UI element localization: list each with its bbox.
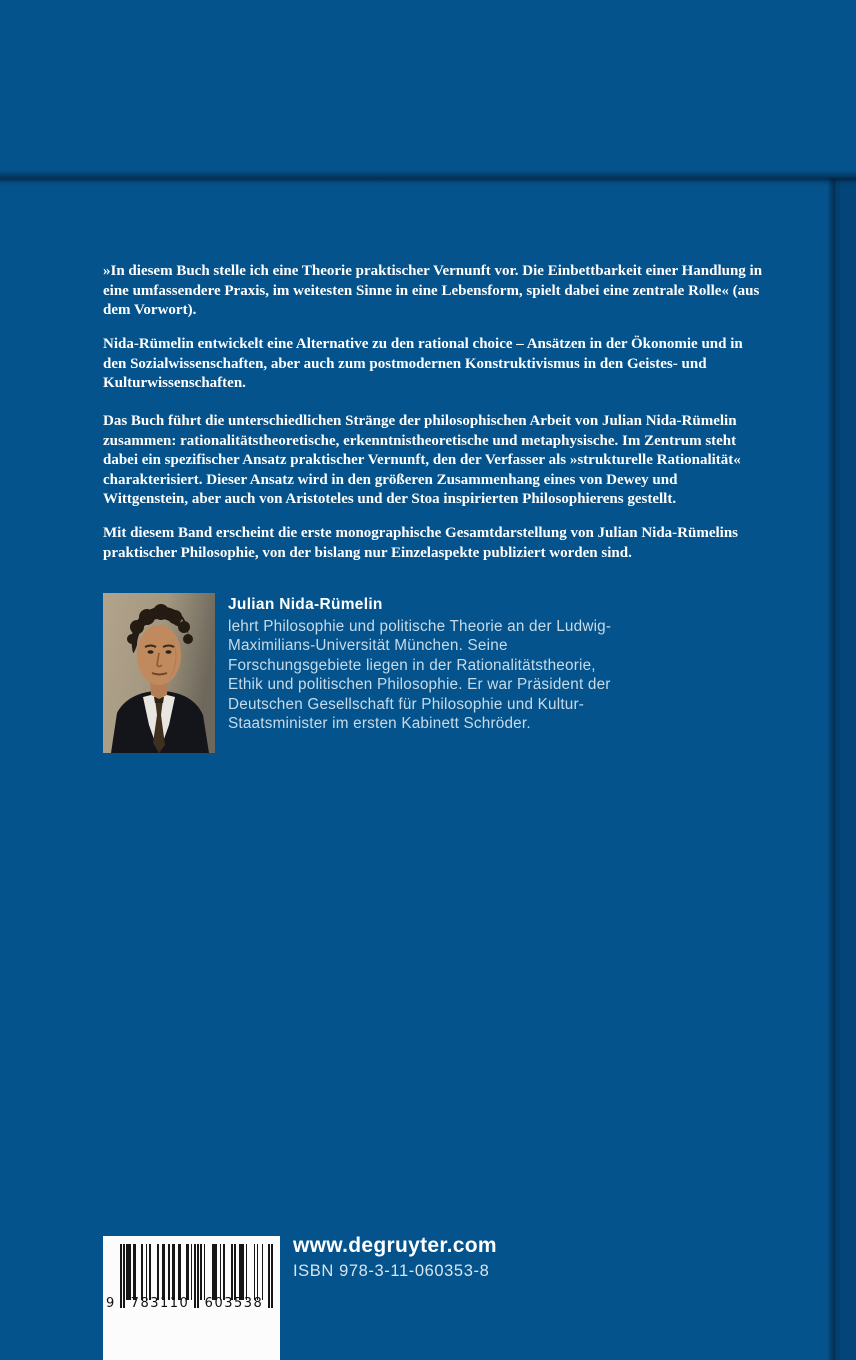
barcode-digit-group2: 603538 xyxy=(204,1296,264,1311)
blurb-paragraph-content: Das Buch führt die unterschiedlichen Stränge der philosophischen Arbeit von Julian Nida-Rümelin zusammen: rationalitätstheoretische, erkenntnistheoretische und metaphysische. Im Zentrum steht dabei ein spezifischer Ansatz praktischer Vernunft, den der Verfasser als »strukturelle Rationalität« charakterisiert. Dieser Ansatz wird in den größeren Zusammenhang eines von Dewey und Wittgenstein, aber auch von Aristoteles und der Stoa inspirierten Philosophierens gestellt. xyxy=(103,413,741,507)
author-bio: lehrt Philosophie und politische Theorie an der Ludwig-Maximilians-Universität München. Seine Forschungsgebiete liegen in der Rationalitätstheorie, Ethik und politischen Philosophie. Er war Präsident der Deutschen Gesellschaft für Philosophie und Kultur-Staatsminister im ersten Kabinett Schröder. xyxy=(228,618,612,733)
author-section xyxy=(103,593,765,753)
barcode-inner xyxy=(103,1236,280,1360)
blurb-quote-paragraph: »In diesem Buch stelle ich eine Theorie praktischer Vernunft vor. Die Einbettbarkeit einer Handlung in eine umfassendere Praxis, im weitesten Sinne in eine Lebensform, spielt dabei eine zentrale Rolle« (aus dem Vorwort). xyxy=(103,263,763,318)
barcode-digit-group1: 783110 xyxy=(130,1296,190,1311)
isbn-text: ISBN 978-3-11-060353-8 xyxy=(293,1262,490,1280)
barcode-module xyxy=(271,1244,273,1308)
author-text-block xyxy=(228,593,630,753)
publisher-block xyxy=(293,1234,497,1281)
cover-right-edge xyxy=(838,178,856,1360)
publisher-website: www.degruyter.com xyxy=(293,1234,497,1257)
barcode-digit-first: 9 xyxy=(106,1296,115,1311)
isbn-barcode xyxy=(103,1236,280,1360)
blurb-paragraph-edition: Mit diesem Band erscheint die erste monographische Gesamtdarstellung von Julian Nida-Rümelins praktischer Philosophie, von der bislang nur Einzelaspekte publiziert worden sind. xyxy=(103,525,739,561)
blurb-paragraph-alternative: Nida-Rümelin entwickelt eine Alternative zu den rational choice – Ansätzen in der Ökonomie und in den Sozialwissenschaften, aber auch zum postmodernen Konstruktivismus in den Geistes- und Kulturwissenschaften. xyxy=(103,336,743,391)
author-photo xyxy=(103,593,215,753)
cover-fold-shadow xyxy=(0,170,856,186)
author-name: Julian Nida-Rümelin xyxy=(228,596,383,613)
cover-right-edge-shadow xyxy=(827,178,840,1360)
